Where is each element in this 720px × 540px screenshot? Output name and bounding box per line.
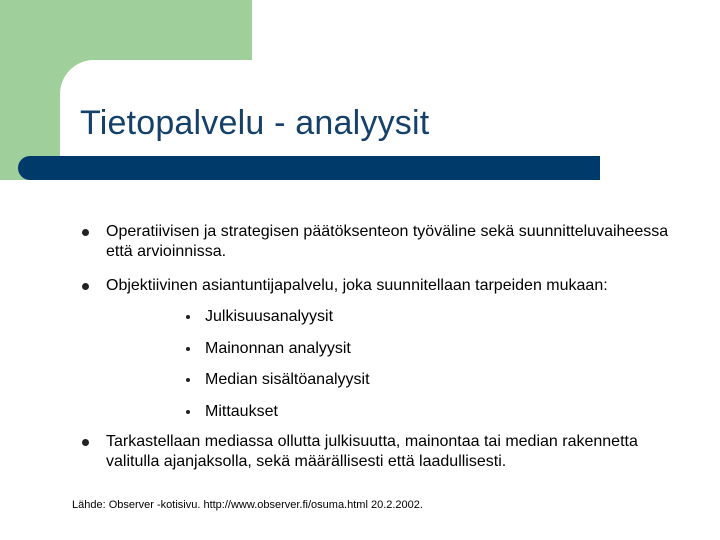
sub-bullet-text: Mainonnan analyysit — [205, 340, 351, 357]
sub-bullet-dot-icon — [186, 347, 190, 351]
bullet-text: Objektiivinen asiantuntijapalvelu, joka suunnitellaan tarpeiden mukaan: — [106, 277, 608, 294]
bullet-dot-icon — [82, 439, 89, 446]
sub-bullet-item-2 — [186, 339, 351, 359]
sub-bullet-dot-icon — [186, 315, 190, 319]
bullet-item-2 — [82, 276, 682, 296]
sub-bullet-text: Median sisältöanalyysit — [205, 371, 370, 388]
sub-bullet-dot-icon — [186, 410, 190, 414]
bullet-item-1 — [82, 222, 682, 262]
sub-bullet-text: Mittaukset — [205, 403, 278, 420]
sub-bullet-text: Julkisuusanalyysit — [205, 308, 334, 325]
sub-bullet-item-3 — [186, 370, 370, 390]
bullet-item-3 — [82, 432, 682, 472]
sub-bullet-item-4 — [186, 402, 278, 422]
title-underline-bar — [18, 156, 600, 180]
slide-title: Tietopalvelu - analyysit — [80, 104, 430, 142]
bullet-dot-icon — [82, 229, 89, 236]
bullet-dot-icon — [82, 283, 89, 290]
sub-bullet-dot-icon — [186, 378, 190, 382]
bullet-text: Tarkastellaan mediassa ollutta julkisuutta, mainontaa tai median rakennetta valitulla ajanjaksolla, sekä määrällisesti että laadullisesti. — [106, 433, 638, 470]
bullet-text: Operatiivisen ja strategisen päätöksenteon työväline sekä suunnitteluvaiheessa että arvioinnissa. — [106, 223, 669, 260]
sub-bullet-item-1 — [186, 307, 333, 327]
source-citation: Lähde: Observer -kotisivu. http://www.observer.fi/osuma.html 20.2.2002. — [72, 499, 423, 511]
